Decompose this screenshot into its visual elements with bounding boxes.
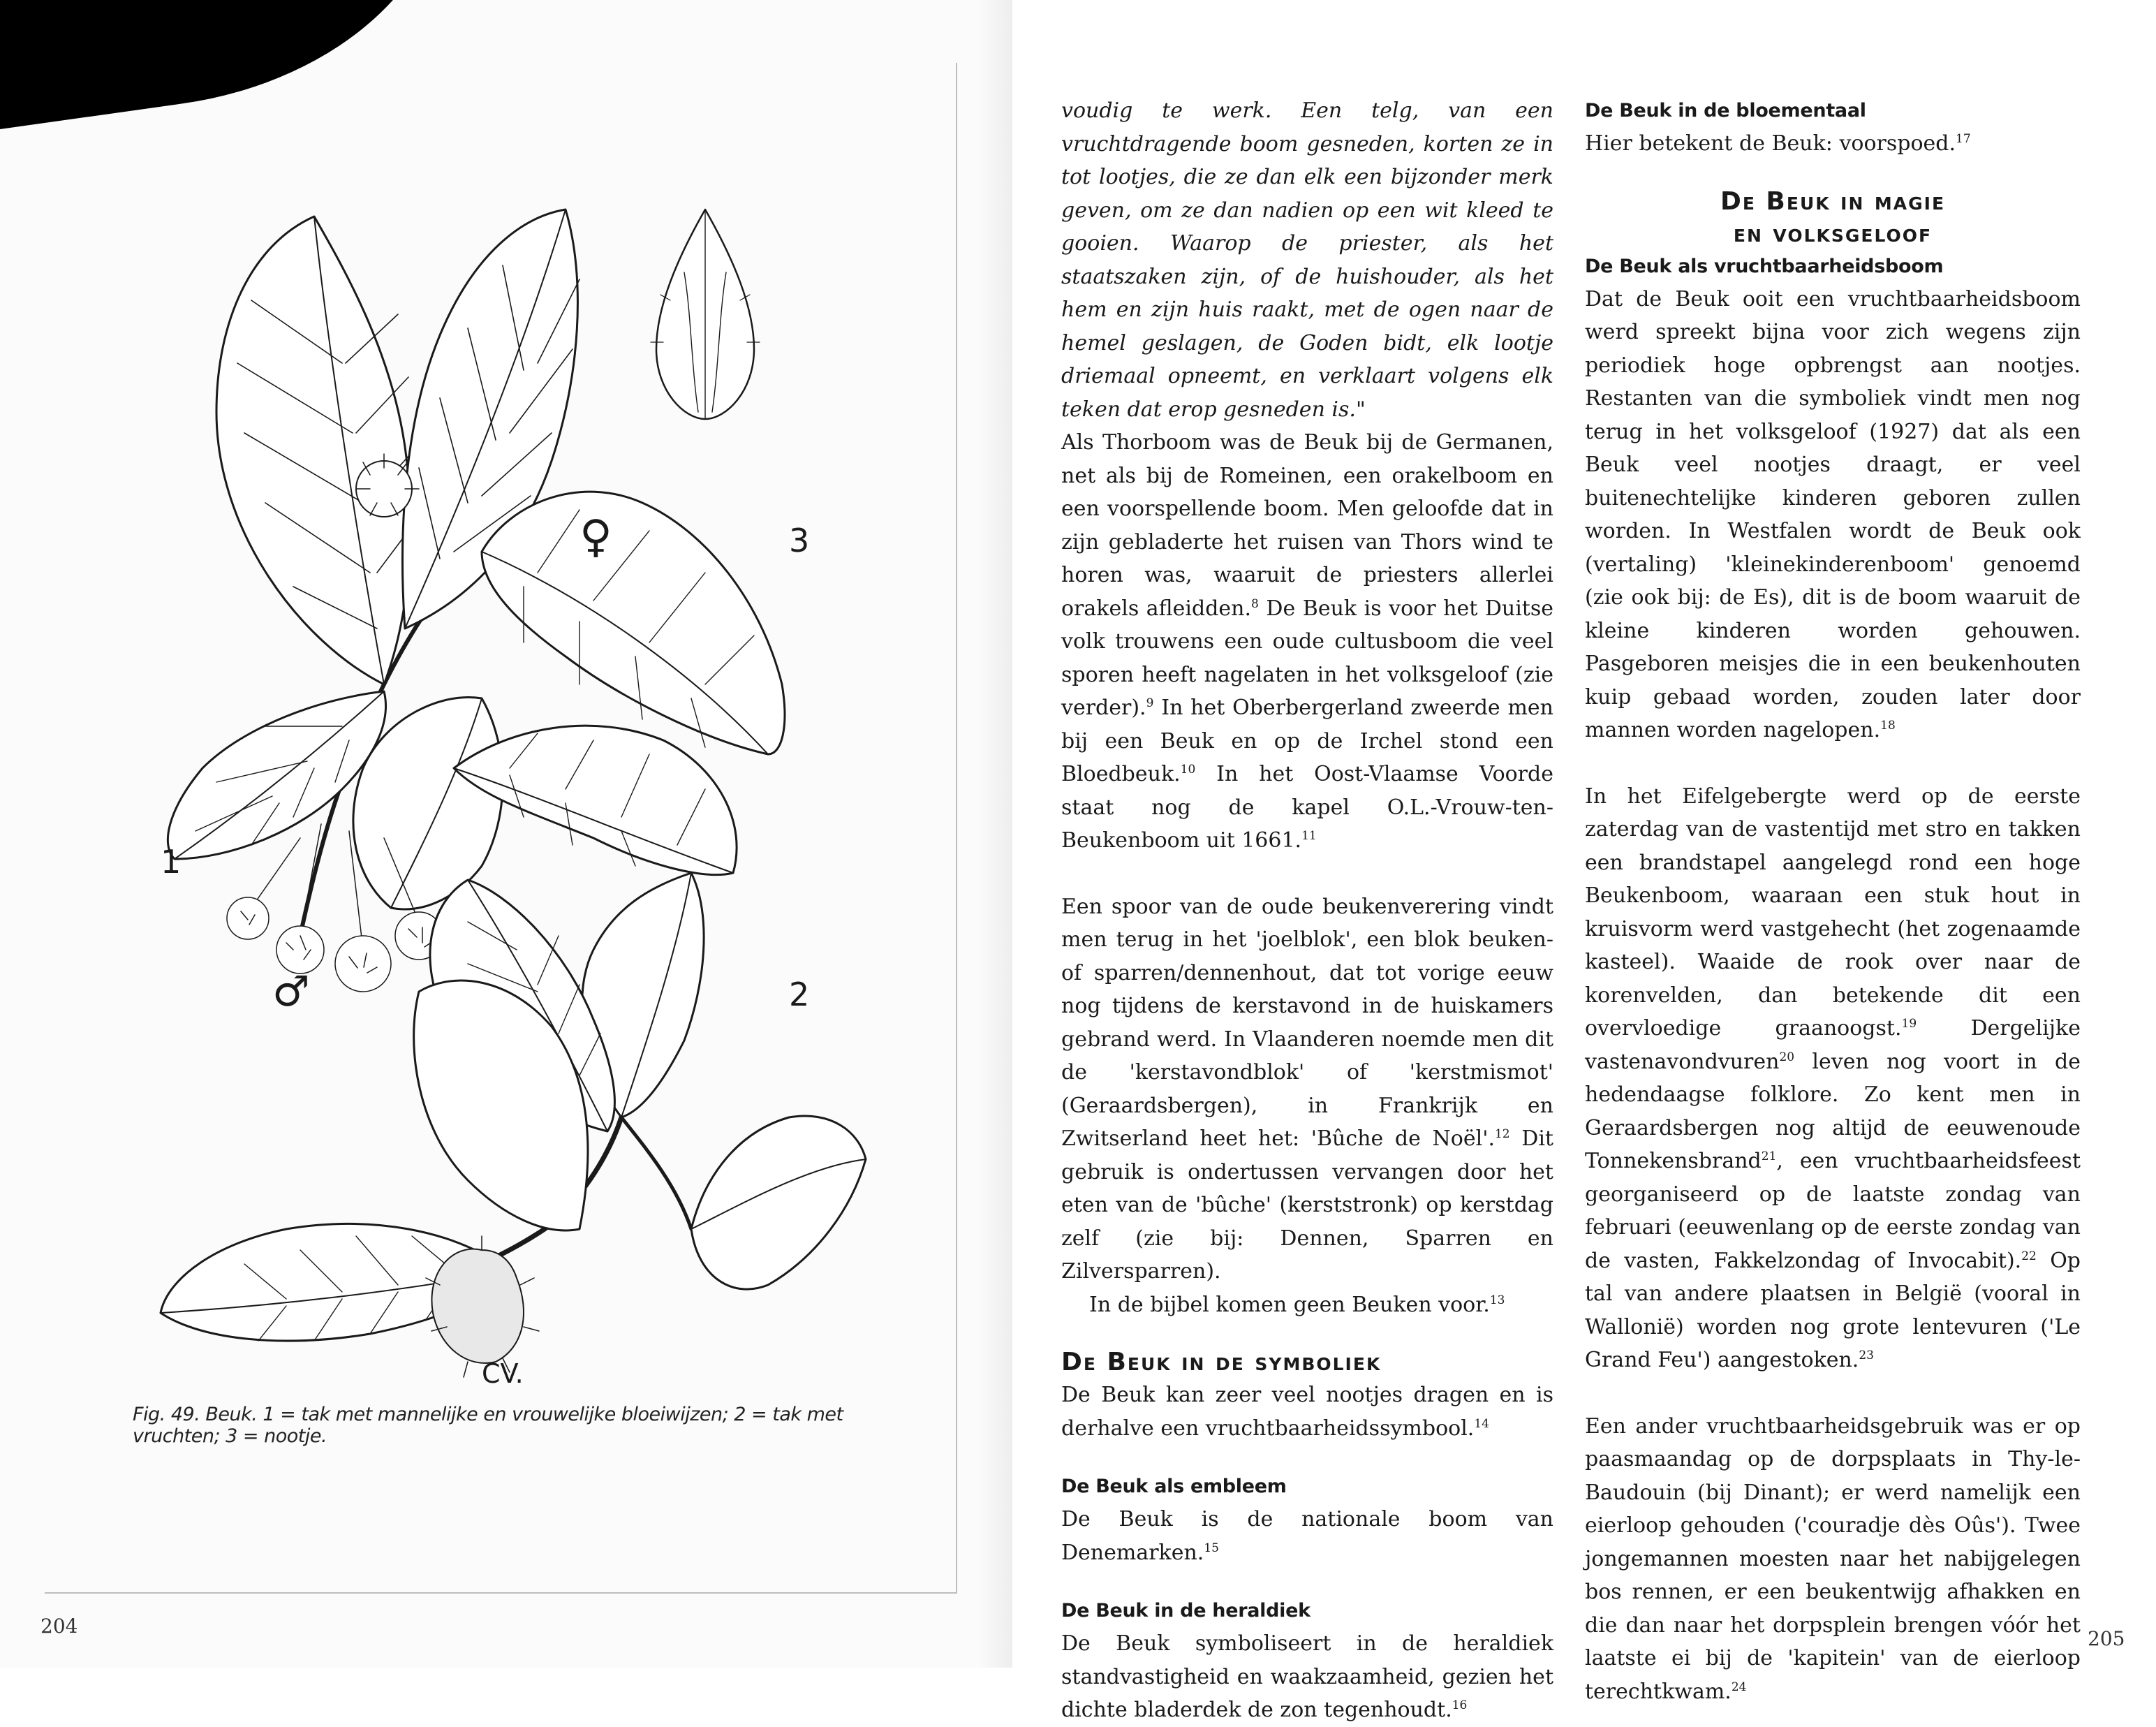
oracle-quote-paragraph: voudig te werk. Een telg, van een vruchtdragende boom gesneden, korten ze in tot lootjes, die ze dan elk een bijzonder merk geven, om ze dan nadien op een wit kleed te gooien. Waarop de priester, als het staatszaken zijn, of de huishouder, als het hem en zijn huis raakt, met de ogen naar de hemel geslagen, de Goden bidt, elk lootje driemaal opneemt, en verklaart volgens elk teken dat erop gesneden is.": [1061, 98, 1553, 422]
footnote-ref: 18: [1880, 719, 1896, 733]
label-branch-1: 1: [161, 843, 182, 881]
footnote-ref: 24: [1731, 1680, 1747, 1694]
text-run: Dat de Beuk ooit een vruchtbaarheidsboom werd spreekt bijna voor zich wegens zijn periodiek hoge opbrengst aan nootjes. Restanten van die symboliek vindt men nog terug in het volksgeloof (1927) dat als een Beuk veel nootjes draagt, er veel buitenechtelijke kinderen geboren zullen worden. In Westfalen wordt de Beuk ook (vertaling) 'kleinekinderenboom' genoemd (zie ook bij: de Es), dit is de boom waaruit de kleine kinderen worden gehouwen. Pasgeboren meisjes die in een beukenhouten kuip gebaad worden, zouden later door mannen worden nagelopen.: [1585, 286, 2081, 742]
text-run: leven nog voort in de hedendaagse folklore. Zo kent men in Geraardsbergen nog altijd de eeuwenoude Tonnekensbrand: [1585, 1049, 2081, 1173]
leaf-a: [216, 216, 411, 684]
footnote-ref: 22: [2021, 1249, 2037, 1263]
text-column-2: [1585, 94, 2081, 1708]
text-run: Hier betekent de Beuk: voorspoed.: [1585, 131, 1956, 156]
text-run: Een spoor van de oude beukenverering vindt men terug in het 'joelblok', een blok beuken- of sparren/dennenhout, dat tot vorige eeuw nog tijdens de kerstavond in de huiskamers gebrand werd. In Vlaanderen noemde men dit de 'kerstavondblok' of 'kerstmismot' (Geraardsbergen), in Frankrijk en Zwitserland heet het: 'Bûche de Noël'.: [1061, 894, 1553, 1151]
footnote-ref: 13: [1489, 1293, 1505, 1307]
footnote-ref: 21: [1761, 1149, 1777, 1163]
footnote-ref: 14: [1474, 1416, 1489, 1431]
footnote-ref: 20: [1779, 1050, 1795, 1064]
label-nut-3: 3: [789, 522, 810, 559]
left-page: [0, 0, 1012, 1668]
subheading-heraldiek: De Beuk in de heraldiek: [1061, 1600, 1310, 1622]
text-run: In het Oost-Vlaamse Voorde staat nog de kapel O.L.-Vrouw-ten-Beukenboom uit 1661.: [1061, 762, 1553, 853]
paragraph-heraldiek: [1061, 1627, 1553, 1727]
text-run: De Beuk symboliseert in de heraldiek standvastigheid en waakzaamheid, gezien het dichte bladerdek de zon tegenhoudt.: [1061, 1631, 1553, 1722]
text-run: In het Oberbergerland zweerde men bij een Beuk en op de Irchel stond een Bloedbeuk.: [1061, 696, 1553, 786]
text-run: Op tal van andere plaatsen in België (vooral in Wallonië) worden nog grote lentevuren ('Le Grand Feu') aangestoken.: [1585, 1248, 2081, 1372]
footnote-ref: 16: [1452, 1698, 1468, 1712]
text-run: De Beuk kan zeer veel nootjes dragen en is derhalve een vruchtbaarheidssymbool.: [1061, 1383, 1553, 1441]
beech-illustration: [91, 140, 880, 1397]
footnote-ref: 9: [1146, 696, 1154, 710]
figure-caption: Fig. 49. Beuk. 1 = tak met mannelijke en vrouwelijke bloeiwijzen; 2 = tak met vruchten; 3 = nootje.: [133, 1404, 843, 1447]
text-run: , een vruchtbaarheidsfeest georganiseerd op de laatste zondag van februari (eeuwenlang op de eerste zondag van de vasten, Fakkelzondag of Invocabit).: [1585, 1149, 2081, 1273]
subheading-embleem: De Beuk als embleem: [1061, 1476, 1287, 1497]
text-run: Dit gebruik is ondertussen vervangen door het eten van de 'bûche' (kerststronk) op kerstdag zelf (zie bij: Dennen, Sparren en Zilversparren).: [1061, 1126, 1553, 1284]
label-male: ♂: [272, 967, 310, 1016]
text-run: Als Thorboom was de Beuk bij de Germanen, net als bij de Romeinen, een orakelboom en een voorspellende boom. Men geloofde dat in zijn gebladerte het ruisen van Thors wind te horen was, waaruit de priesters allerlei orakels afleidden.: [1061, 430, 1553, 621]
footnote-ref: 10: [1180, 763, 1196, 777]
text-column-1: [1061, 94, 1553, 1727]
footnote-ref: 17: [1956, 132, 1971, 146]
footnote-ref: 19: [1901, 1017, 1917, 1031]
page-number-left: 204: [40, 1615, 78, 1638]
text-run: De Beuk is de nationale boom van Denemarken.: [1061, 1507, 1553, 1565]
footnote-ref: 12: [1494, 1127, 1510, 1141]
spacer: [1585, 161, 2081, 186]
label-branch-2: 2: [789, 976, 810, 1013]
paragraph-bijbel: [1061, 1288, 1553, 1322]
fruit-husk: [431, 1249, 524, 1362]
page-number-right: 205: [2088, 1627, 2125, 1650]
paragraph-bloementaal: [1585, 127, 2081, 161]
text-run: Een ander vruchtbaarheidsgebruik was er op paasmaandag op de dorpsplaats in Thy-le-Baudouin (bij Dinant); er werd namelijk een eierloop gehouden ('couradje dès Oûs'). Twee jongemannen moesten naar het nabijgelegen bos rennen, er een beukentwijg afhakken en die dan naar het dorpsplein brengen vóór het laatste ei bij de 'kapitein' van de eierloop terechtkwam.: [1585, 1413, 2081, 1704]
subheading-vruchtbaarheidsboom: De Beuk als vruchtbaarheidsboom: [1585, 255, 1944, 277]
text-run: In het Eifelgebergte werd op de eerste zaterdag van de vastentijd met stro en takken een brandstapel aangelegd rond een hoge Beukenboom, waaraan een stuk hout in kruisvorm werd vastgehecht (het zogenaamde kasteel). Waaide de rook over naar de korenvelden, dan betekende dit een overvloedige graanoogst.: [1585, 784, 2081, 1041]
paragraph-symboliek: [1061, 1379, 1553, 1445]
section-heading-symboliek: De Beuk in de symboliek: [1061, 1348, 1382, 1376]
text-run: Dergelijke vastenavondvuren: [1585, 1016, 2081, 1074]
section-heading-magie: De Beuk in magie: [1720, 186, 1946, 216]
section-heading-volksgeloof: en volksgeloof: [1733, 219, 1933, 248]
paragraph-joelblok: [1061, 890, 1553, 1288]
paragraph-eifel: [1585, 780, 2081, 1377]
spacer: [1061, 1569, 1553, 1594]
paragraph-vruchtbaarheid: [1585, 283, 2081, 747]
artist-signature: CV.: [482, 1358, 524, 1389]
spacer: [1061, 1445, 1553, 1470]
paragraph-eierloop: [1585, 1410, 2081, 1709]
footnote-ref: 15: [1204, 1541, 1219, 1555]
footnote-ref: 23: [1859, 1348, 1874, 1362]
paragraph-thorboom: [1061, 426, 1553, 858]
label-female: ♀: [579, 511, 612, 563]
paragraph-embleem: [1061, 1503, 1553, 1569]
footnote-ref: 11: [1301, 829, 1317, 843]
text-run: De Beuk is voor het Duitse volk trouwens een oude cultusboom die veel sporen heeft nagelaten in het volksgeloof (zie verder).: [1061, 596, 1553, 720]
leaf-d: [482, 492, 785, 754]
spacer: [1061, 1321, 1553, 1346]
leaf-i: [691, 1116, 866, 1289]
subheading-bloementaal: De Beuk in de bloementaal: [1585, 100, 1866, 122]
footnote-ref: 8: [1251, 596, 1259, 611]
text-run: In de bijbel komen geen Beuken voor.: [1089, 1292, 1490, 1317]
